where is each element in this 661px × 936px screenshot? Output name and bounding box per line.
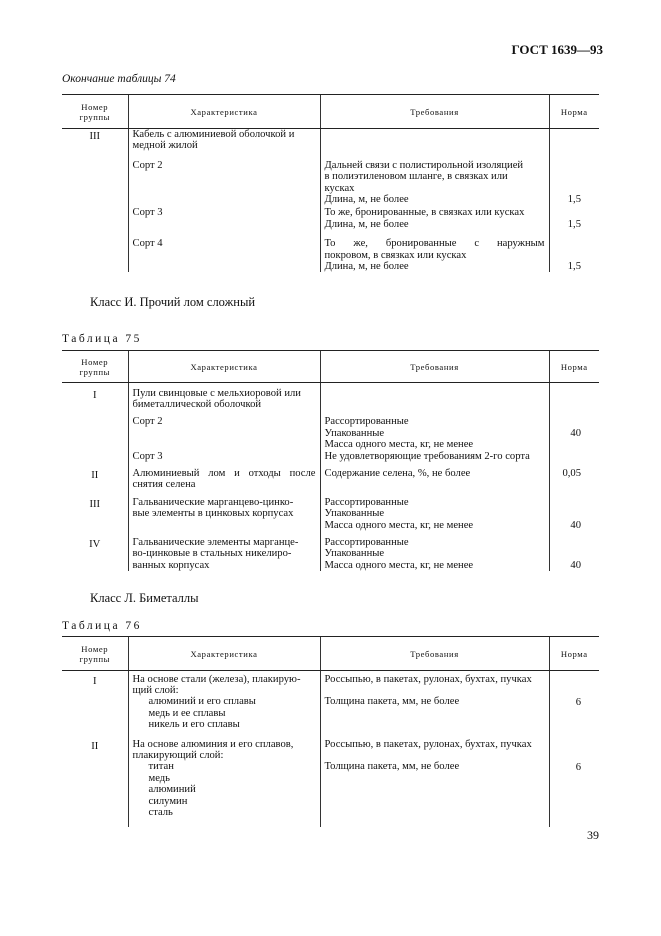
col-requirements-header: Требования — [320, 95, 549, 129]
table-row: II На основе алюминия и его сплавов, плакирующий слой: титан медь алюминий силумин сталь Россыпью, в пакетах, рулонах, бухтах, пучках Толщина пакета, мм, не более 6 — [62, 739, 599, 827]
col-characteristic-header: Характеристика — [128, 95, 320, 129]
table-row: IV Гальванические элементы марганце- во-цинковые в стальных никелиро- ванных корпусах Рассортированные Упакованные Масса одного места, кг, не менее 40 — [62, 537, 599, 571]
table-75 — [62, 350, 599, 571]
document-code: ГОСТ 1639—93 — [511, 42, 603, 57]
col-characteristic-header: Характеристика — [128, 351, 320, 383]
table-row: II Алюминиевый лом и отходы после снятия селена Содержание селена, %, не более 0,05 — [62, 468, 599, 491]
table-row: I Пули свинцовые с мельхиоровой или биметаллической оболочкой — [62, 388, 599, 411]
table-74 — [62, 94, 599, 272]
table-76-caption: Таблица 76 — [62, 620, 142, 632]
col-group-header: Номер группы — [62, 637, 128, 671]
col-norm-header: Норма — [549, 637, 599, 671]
col-requirements-header: Требования — [320, 637, 549, 671]
col-norm-header: Норма — [549, 95, 599, 129]
col-characteristic-header: Характеристика — [128, 637, 320, 671]
table-row: Сорт 2 Дальней связи с полистирольной изоляцией в полиэтиленовом шланге, в связках или кусках Длина, м, не более 1,5 — [62, 160, 599, 206]
table-row: Сорт 2 Рассортированные Упакованные Масса одного места, кг, не менее 40 — [62, 416, 599, 450]
table-row: I На основе стали (железа), плакирую- щий слой: алюминий и его сплавы медь и ее сплавы никель и его сплавы Россыпью, в пакетах, рулонах, бухтах, пучках Толщина пакета, мм, не более 6 — [62, 674, 599, 731]
table-row: Сорт 3 Не удовлетворяющие требованиям 2-го сорта — [62, 451, 599, 462]
table-row: III Гальванические марганцево-цинко- вые элементы в цинковых корпусах Рассортированные Упакованные Масса одного места, кг, не менее 40 — [62, 497, 599, 531]
col-requirements-header: Требования — [320, 351, 549, 383]
class-i-title: Класс И. Прочий лом сложный — [90, 295, 256, 309]
class-l-title: Класс Л. Биметаллы — [90, 591, 199, 605]
table-row: Сорт 4 То же, бронированные с наружным покровом, в связках или кусках Длина, м, не более 1,5 — [62, 238, 599, 272]
page-number: 39 — [587, 828, 599, 842]
table-75-caption: Таблица 75 — [62, 333, 142, 345]
col-group-header: Номер группы — [62, 95, 128, 129]
table-74-caption: Окончание таблицы 74 — [62, 73, 176, 85]
table-row: III Кабель с алюминиевой оболочкой и медной жилой — [62, 129, 599, 152]
table-76 — [62, 636, 599, 827]
col-group-header: Номер группы — [62, 351, 128, 383]
col-norm-header: Норма — [549, 351, 599, 383]
table-row: Сорт 3 То же, бронированные, в связках или кусках Длина, м, не более 1,5 — [62, 207, 599, 230]
